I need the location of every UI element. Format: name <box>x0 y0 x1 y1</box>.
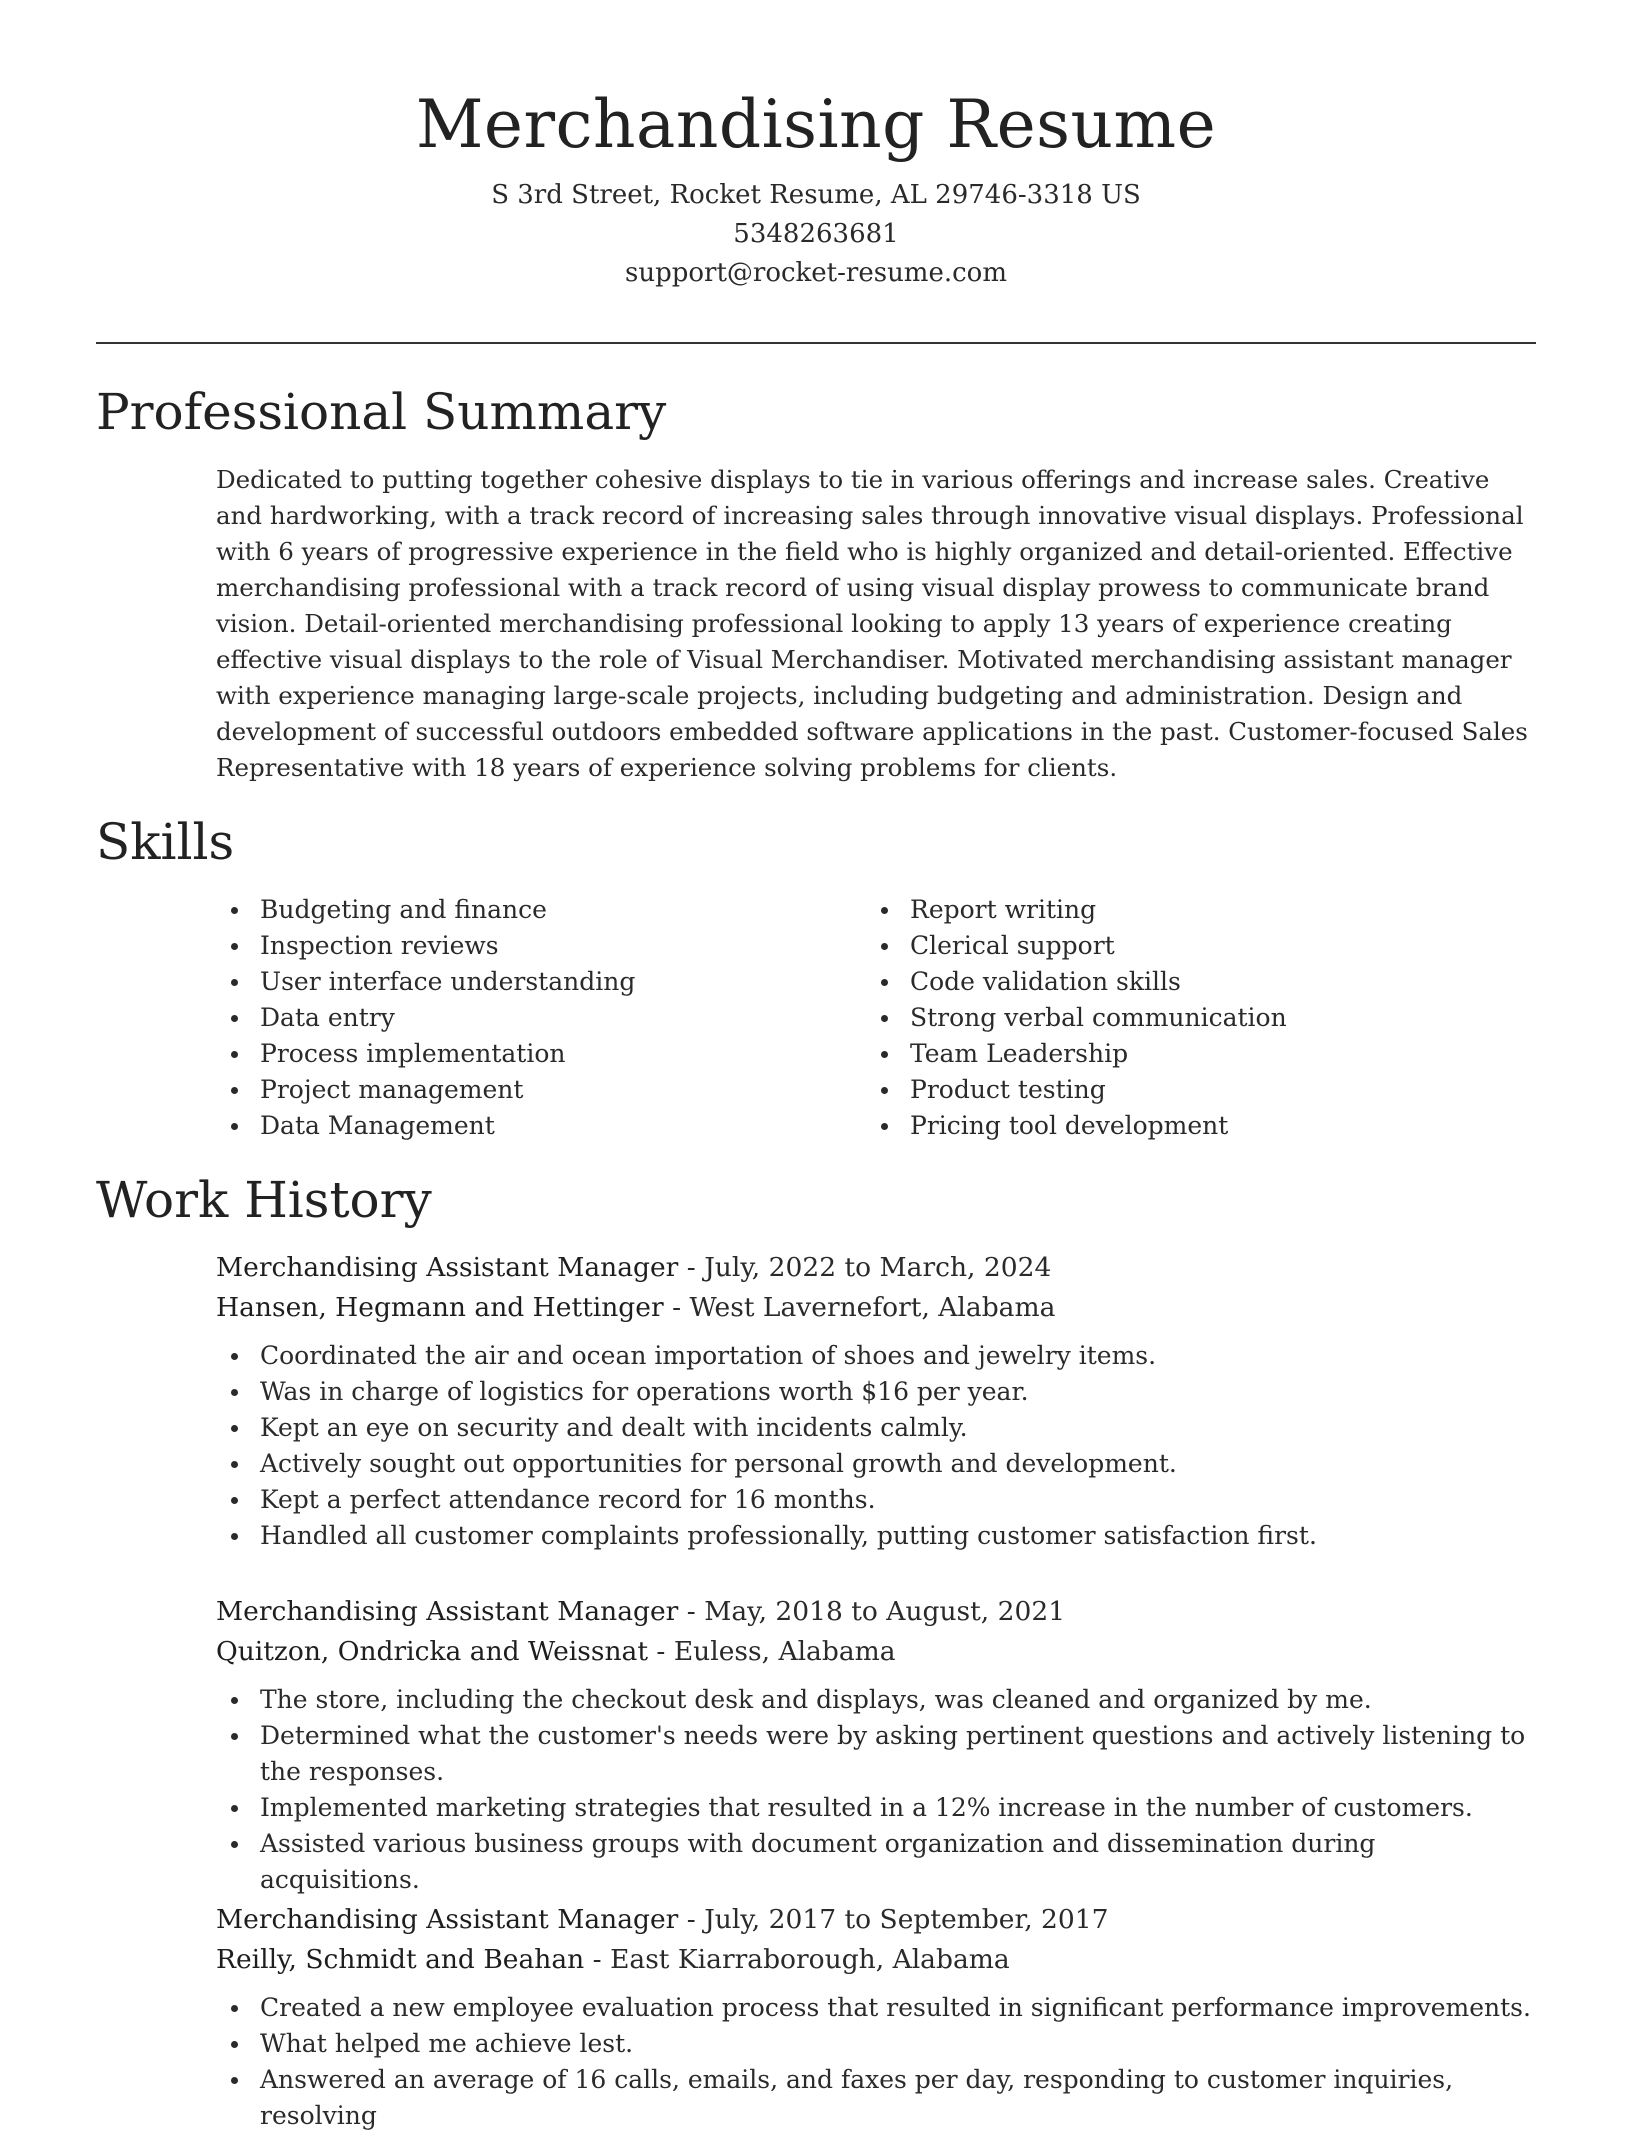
bullet-dot <box>231 1015 238 1022</box>
bullet-dot <box>881 979 888 986</box>
summary-text: Dedicated to putting together cohesive displays to tie in various offerings and increase sales. Creative and hardworking, with a track record of increasing sales through innovative visual displays. Professional with 6 years of progressive experience in the field who is highly organized and detail-oriented. Effective merchandising professional with a track record of using visual display prowess to communicate brand vision. Detail-oriented merchandising professional looking to apply 13 years of experience creating effective visual displays to the role of Visual Merchandiser. Motivated merchandising assistant manager with experience managing large-scale projects, including budgeting and administration. Design and development of successful outdoors embedded software applications in the past. Customer-focused Sales Representative with 18 years of experience solving problems for clients. <box>216 465 1528 782</box>
job-title-line <box>216 1248 1536 1288</box>
bullet-dot <box>231 1461 238 1468</box>
bullet-dot <box>231 1425 238 1432</box>
contact-address: S 3rd Street, Rocket Resume, AL 29746-3318 US <box>491 180 1141 210</box>
contact-info <box>96 176 1536 293</box>
job-dates: July, 2022 to March, 2024 <box>704 1252 1052 1283</box>
bullet-dot <box>881 1087 888 1094</box>
skill-item: Report writing <box>866 892 1486 928</box>
job-dates: July, 2017 to September, 2017 <box>704 1904 1109 1935</box>
resume-title: Merchandising Resume <box>415 86 1217 163</box>
work-history-heading: Work History <box>96 1171 432 1229</box>
summary-heading: Professional Summary <box>96 383 667 441</box>
bullet-dot <box>881 1015 888 1022</box>
skill-item: Team Leadership <box>866 1036 1486 1072</box>
job-company-line <box>216 1940 1536 1980</box>
bullet-dot <box>231 1353 238 1360</box>
bullet-dot <box>231 1533 238 1540</box>
bullet-dot <box>231 1389 238 1396</box>
job-bullet: Created a new employee evaluation process that resulted in significant performance improvements. <box>216 1990 1536 2026</box>
contact-phone: 5348263681 <box>733 219 899 249</box>
job-title: Merchandising Assistant Manager <box>216 1904 679 1935</box>
skill-item: Project management <box>216 1072 836 1108</box>
skill-item: Code validation skills <box>866 964 1486 1000</box>
skill-item: Strong verbal communication <box>866 1000 1486 1036</box>
bullet-dot <box>231 2041 238 2048</box>
job-bullet: Implemented marketing strategies that resulted in a 12% increase in the number of customers. <box>216 1790 1536 1826</box>
bullet-dot <box>231 943 238 950</box>
job-bullet: Answered an average of 16 calls, emails, and faxes per day, responding to customer inquiries, resolving <box>216 2062 1536 2134</box>
skill-item: Budgeting and finance <box>216 892 836 928</box>
bullet-dot <box>231 1497 238 1504</box>
job-bullet: Kept a perfect attendance record for 16 months. <box>216 1482 1536 1518</box>
job-bullets <box>216 1990 1536 2134</box>
bullet-dot <box>231 1123 238 1130</box>
job-bullet: Coordinated the air and ocean importation of shoes and jewelry items. <box>216 1338 1536 1374</box>
job-title-line <box>216 1592 1536 1632</box>
job-company: Quitzon, Ondricka and Weissnat <box>216 1636 648 1667</box>
job-bullet: Assisted various business groups with document organization and dissemination during acquisitions. <box>216 1826 1536 1898</box>
contact-email: support@rocket-resume.com <box>624 258 1007 288</box>
job-title: Merchandising Assistant Manager <box>216 1252 679 1283</box>
separator: - <box>656 1636 666 1667</box>
header-divider <box>96 342 1536 344</box>
bullet-dot <box>881 907 888 914</box>
separator: - <box>686 1904 696 1935</box>
bullet-dot <box>231 907 238 914</box>
bullet-dot <box>231 1697 238 1704</box>
skill-item: User interface understanding <box>216 964 836 1000</box>
skill-item: Process implementation <box>216 1036 836 1072</box>
bullet-dot <box>231 1841 238 1848</box>
job-dates: May, 2018 to August, 2021 <box>704 1596 1066 1627</box>
bullet-dot <box>231 1733 238 1740</box>
job-entry <box>216 1248 1536 1554</box>
separator: - <box>672 1292 682 1323</box>
bullet-dot <box>881 1123 888 1130</box>
job-bullet: Actively sought out opportunities for personal growth and development. <box>216 1446 1536 1482</box>
skills-list-right <box>866 892 1486 1144</box>
bullet-dot <box>231 1087 238 1094</box>
bullet-dot <box>881 1051 888 1058</box>
job-company: Reilly, Schmidt and Beahan <box>216 1944 585 1975</box>
skill-item: Data Management <box>216 1108 836 1144</box>
separator: - <box>686 1596 696 1627</box>
job-title: Merchandising Assistant Manager <box>216 1596 679 1627</box>
skill-item: Data entry <box>216 1000 836 1036</box>
job-location: East Kiarraborough, Alabama <box>610 1944 1010 1975</box>
job-company-line <box>216 1288 1536 1328</box>
bullet-dot <box>231 2077 238 2084</box>
job-location: West Lavernefort, Alabama <box>689 1292 1056 1323</box>
skill-item: Pricing tool development <box>866 1108 1486 1144</box>
job-bullets <box>216 1338 1536 1554</box>
bullet-dot <box>231 1805 238 1812</box>
separator: - <box>592 1944 602 1975</box>
job-bullet: Was in charge of logistics for operations worth $16 per year. <box>216 1374 1536 1410</box>
job-company-line <box>216 1632 1536 1672</box>
skill-item: Clerical support <box>866 928 1486 964</box>
job-entry <box>216 1592 1536 1898</box>
job-bullet: Determined what the customer's needs were by asking pertinent questions and actively listening to the responses. <box>216 1718 1536 1790</box>
skills-heading: Skills <box>96 813 235 871</box>
skill-item: Inspection reviews <box>216 928 836 964</box>
job-entry <box>216 1900 1536 2134</box>
resume-header <box>96 84 1536 293</box>
job-company: Hansen, Hegmann and Hettinger <box>216 1292 664 1323</box>
bullet-dot <box>881 943 888 950</box>
job-bullet: What helped me achieve lest. <box>216 2026 1536 2062</box>
skill-item: Product testing <box>866 1072 1486 1108</box>
job-bullet: Handled all customer complaints professionally, putting customer satisfaction first. <box>216 1518 1536 1554</box>
skills-list-left <box>216 892 836 1144</box>
bullet-dot <box>231 1051 238 1058</box>
job-bullet: Kept an eye on security and dealt with incidents calmly. <box>216 1410 1536 1446</box>
job-location: Euless, Alabama <box>673 1636 896 1667</box>
job-bullets <box>216 1682 1536 1898</box>
bullet-dot <box>231 979 238 986</box>
job-title-line <box>216 1900 1536 1940</box>
bullet-dot <box>231 2005 238 2012</box>
separator: - <box>686 1252 696 1283</box>
job-bullet: The store, including the checkout desk and displays, was cleaned and organized by me. <box>216 1682 1536 1718</box>
